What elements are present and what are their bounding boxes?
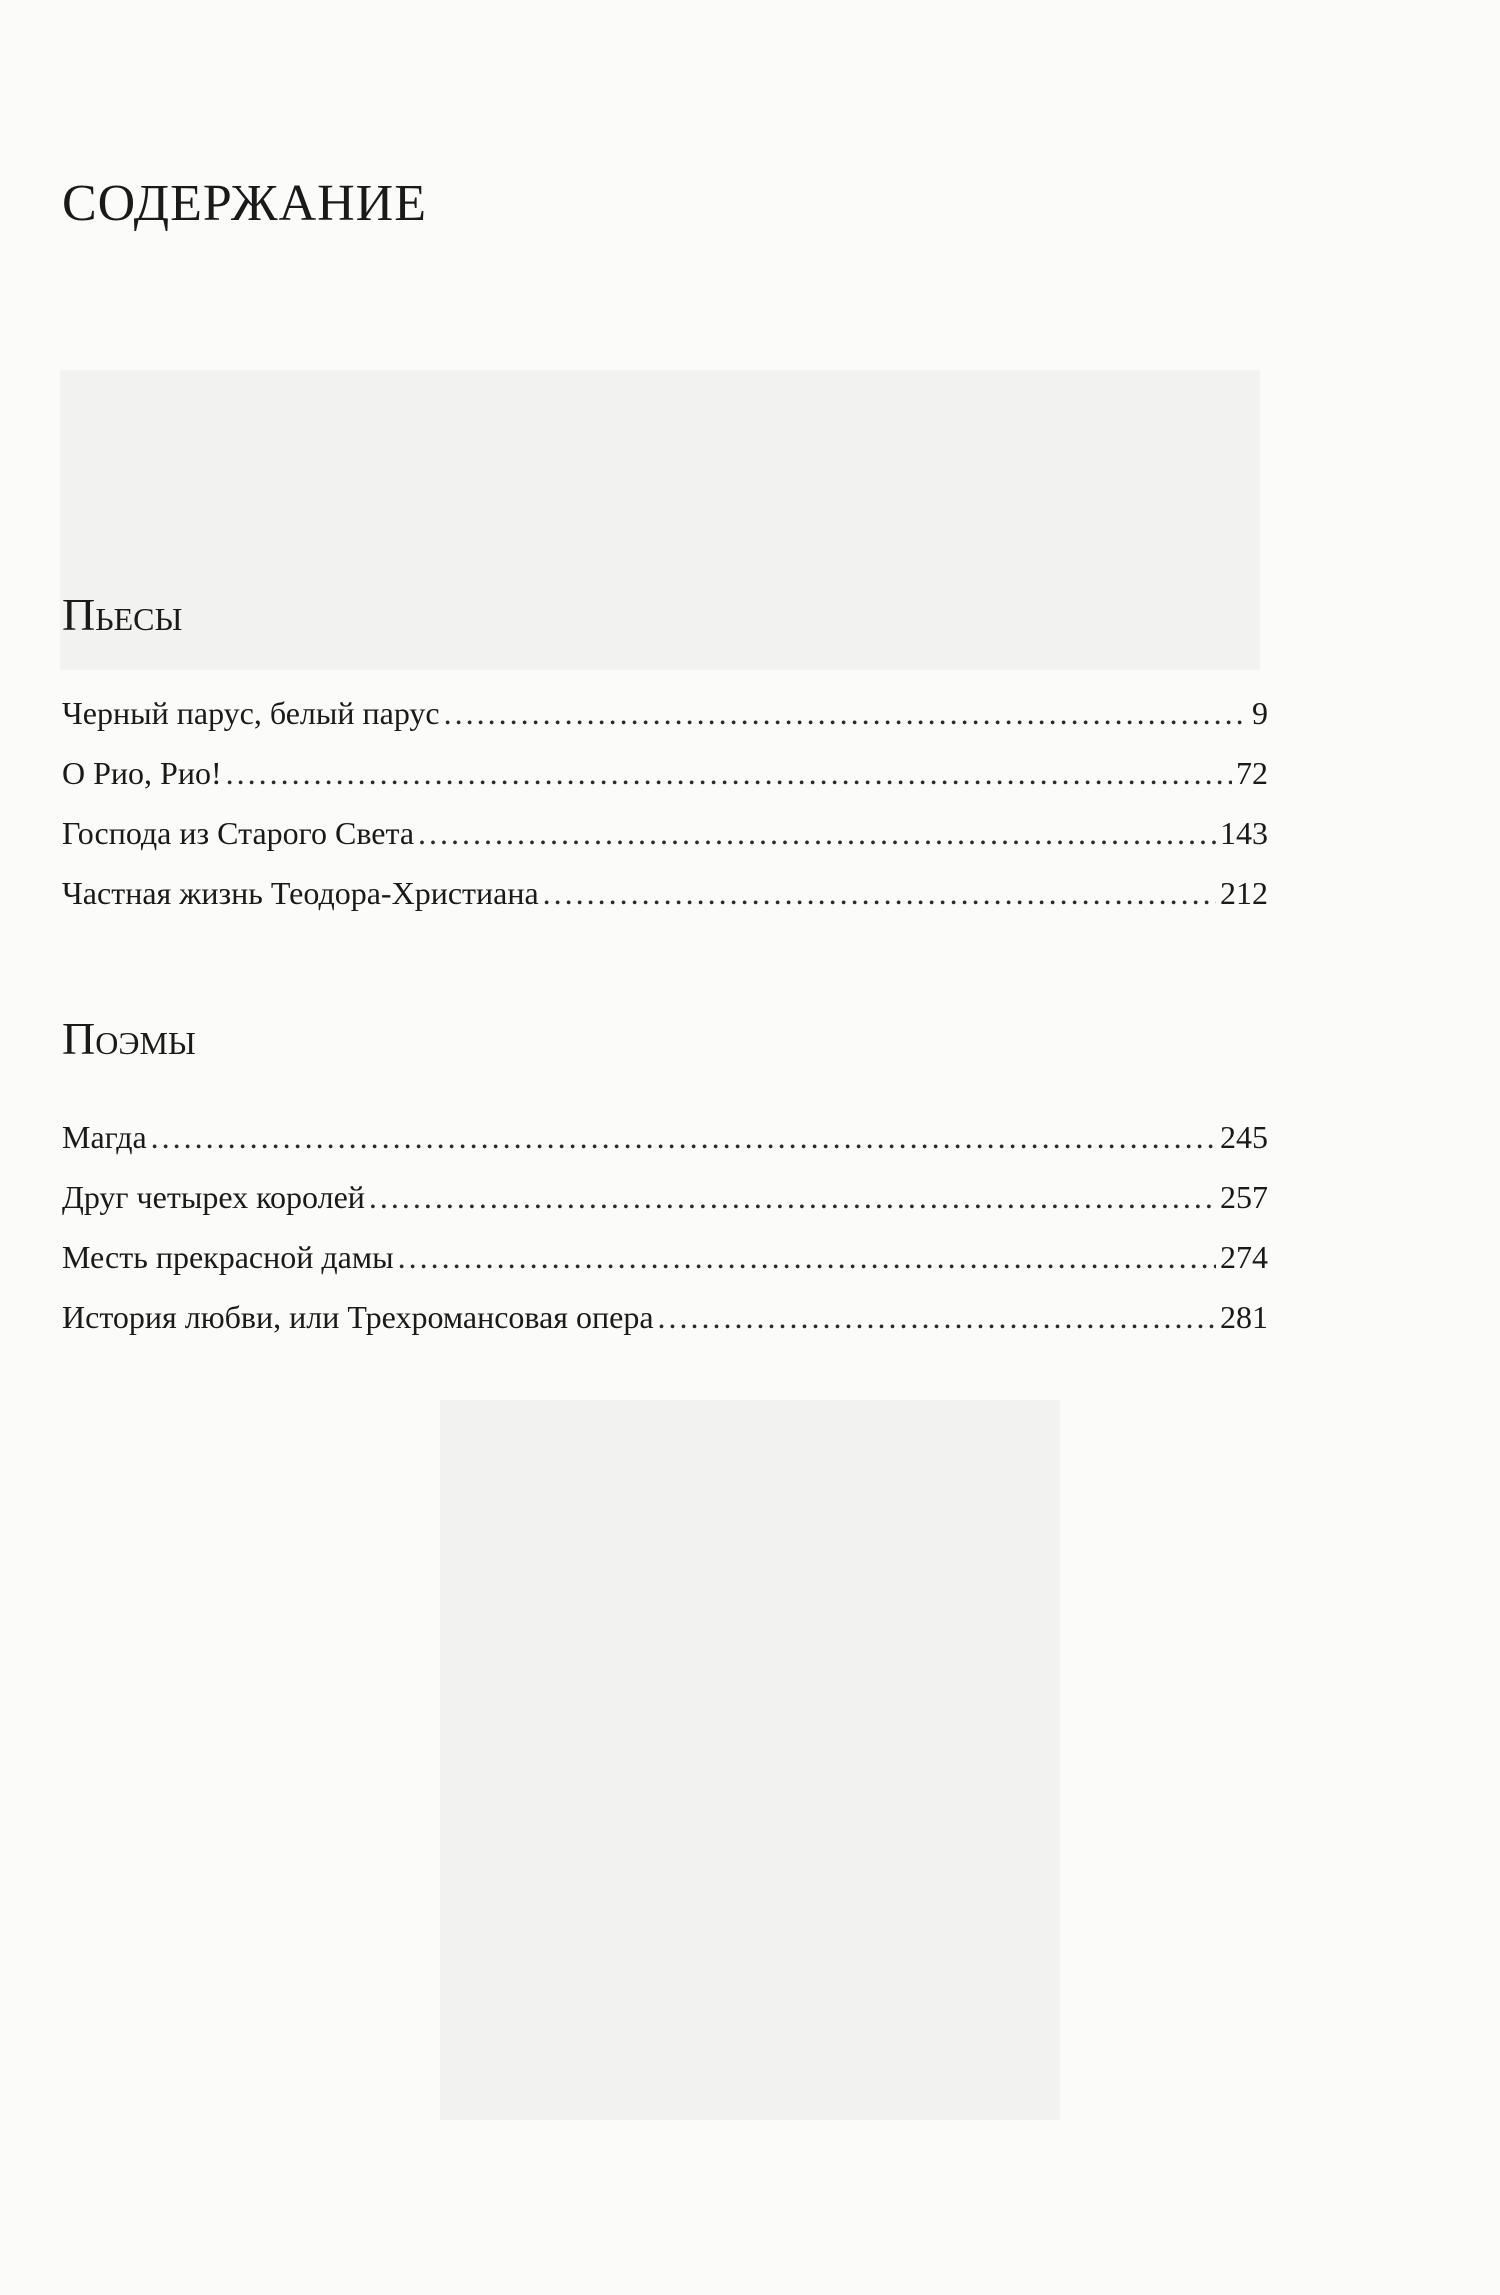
toc-entry-page: 281 bbox=[1220, 1299, 1268, 1335]
contents-title: СОДЕРЖАНИЕ bbox=[62, 175, 427, 232]
toc-entry-page: 257 bbox=[1220, 1179, 1268, 1215]
toc-entry-title: Господа из Старого Света bbox=[62, 815, 415, 851]
section-title-plays: Пьесы bbox=[62, 589, 183, 640]
dot-leader bbox=[418, 813, 1216, 853]
dot-leader bbox=[398, 1237, 1216, 1277]
dot-leader bbox=[444, 693, 1248, 733]
toc-entry[interactable] bbox=[62, 813, 1268, 873]
show-through-block bbox=[440, 1400, 1060, 2120]
toc-list-plays bbox=[62, 693, 1268, 933]
dot-leader bbox=[151, 1117, 1216, 1157]
toc-entry[interactable] bbox=[62, 1237, 1268, 1297]
dot-leader bbox=[369, 1177, 1216, 1217]
dot-leader bbox=[658, 1297, 1216, 1337]
toc-entry[interactable] bbox=[62, 873, 1268, 933]
show-through-block bbox=[60, 370, 1260, 670]
toc-entry-page: 212 bbox=[1220, 875, 1268, 911]
toc-entry-title: Магда bbox=[62, 1119, 147, 1155]
toc-entry-page: 274 bbox=[1220, 1239, 1268, 1275]
toc-entry-title: История любви, или Трехромансовая опера bbox=[62, 1299, 654, 1335]
section-title-poems: Поэмы bbox=[62, 1013, 196, 1064]
toc-entry-title: Месть прекрасной дамы bbox=[62, 1239, 394, 1275]
toc-entry-page: 245 bbox=[1220, 1119, 1268, 1155]
toc-entry-title: О Рио, Рио! bbox=[62, 755, 222, 791]
toc-list-poems bbox=[62, 1117, 1268, 1357]
dot-leader bbox=[543, 873, 1216, 913]
toc-entry[interactable] bbox=[62, 1297, 1268, 1357]
toc-entry[interactable] bbox=[62, 1177, 1268, 1237]
toc-entry-title: Черный парус, белый парус bbox=[62, 695, 440, 731]
toc-entry-page: 9 bbox=[1252, 695, 1268, 731]
toc-entry[interactable] bbox=[62, 693, 1268, 753]
toc-entry-title: Частная жизнь Теодора-Христиана bbox=[62, 875, 539, 911]
toc-entry-page: 72 bbox=[1236, 755, 1268, 791]
toc-entry-title: Друг четырех королей bbox=[62, 1179, 365, 1215]
toc-entry[interactable] bbox=[62, 1117, 1268, 1177]
dot-leader bbox=[226, 753, 1232, 793]
toc-entry-page: 143 bbox=[1220, 815, 1268, 851]
toc-entry[interactable] bbox=[62, 753, 1268, 813]
